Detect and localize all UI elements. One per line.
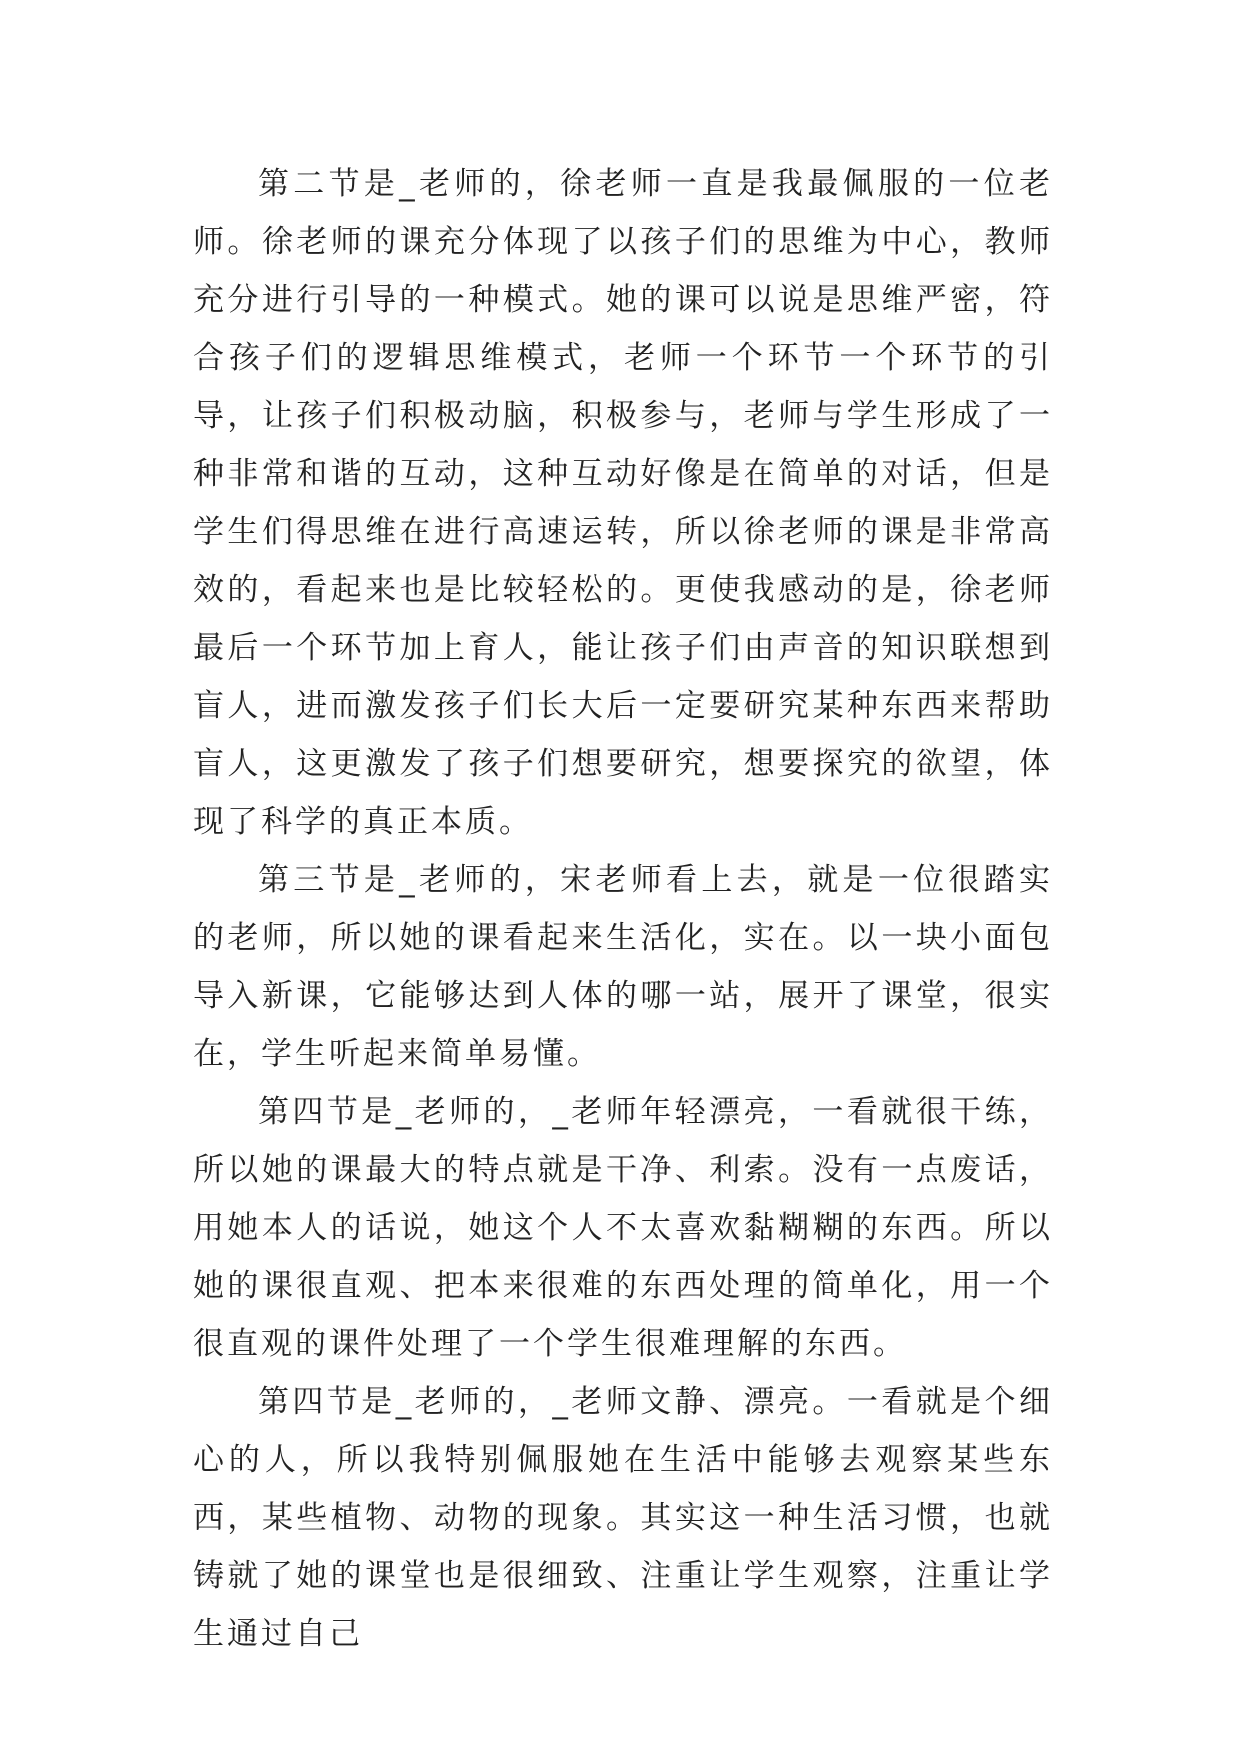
paragraph-fourth-lesson-a: 第四节是_老师的，_老师年轻漂亮，一看就很干练，所以她的课最大的特点就是干净、利索。没有一点废话，用她本人的话说，她这个人不太喜欢黏糊糊的东西。所以她的课很直观、把本来很难的东西处理的简单化，用一个很直观的课件处理了一个学生很难理解的东西。 — [193, 1094, 1053, 1362]
paragraph-fourth-lesson-b: 第四节是_老师的，_老师文静、漂亮。一看就是个细心的人，所以我特别佩服她在生活中能够去观察某些东西，某些植物、动物的现象。其实这一种生活习惯，也就铸就了她的课堂也是很细致、注重让学生观察，注重让学生通过自己 — [193, 1384, 1053, 1652]
document-body — [193, 155, 1053, 1663]
paragraph-teacher-song: 第三节是_老师的，宋老师看上去，就是一位很踏实的老师，所以她的课看起来生活化，实在。以一块小面包导入新课，它能够达到人体的哪一站，展开了课堂，很实在，学生听起来简单易懂。 — [193, 862, 1053, 1072]
paragraph-teacher-xu: 第二节是_老师的，徐老师一直是我最佩服的一位老师。徐老师的课充分体现了以孩子们的思维为中心，教师充分进行引导的一种模式。她的课可以说是思维严密，符合孩子们的逻辑思维模式，老师一个环节一个环节的引导，让孩子们积极动脑，积极参与，老师与学生形成了一种非常和谐的互动，这种互动好像是在简单的对话，但是学生们得思维在进行高速运转，所以徐老师的课是非常高效的，看起来也是比较轻松的。更使我感动的是，徐老师最后一个环节加上育人，能让孩子们由声音的知识联想到盲人，进而激发孩子们长大后一定要研究某种东西来帮助盲人，这更激发了孩子们想要研究，想要探究的欲望，体现了科学的真正本质。 — [193, 166, 1053, 840]
